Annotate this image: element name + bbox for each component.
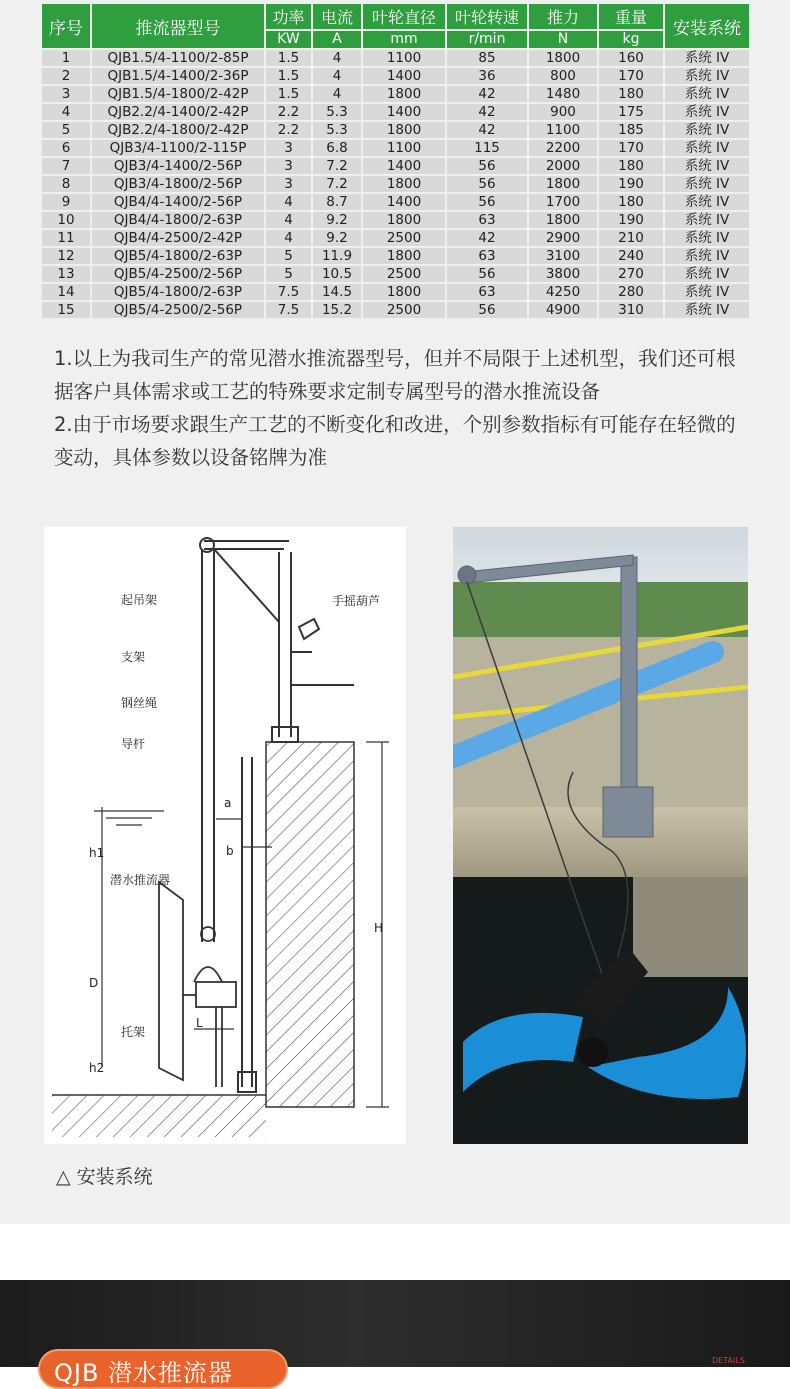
- table-cell: 42: [447, 230, 527, 246]
- table-cell: 9.2: [313, 212, 361, 228]
- table-cell: 系统 IV: [665, 248, 749, 264]
- table-cell: 85: [447, 50, 527, 66]
- table-row: [42, 140, 749, 156]
- table-cell: 270: [599, 266, 663, 282]
- label-guide: 导杆: [121, 737, 146, 751]
- table-cell: 1.5: [266, 50, 311, 66]
- table-cell: 9: [42, 194, 90, 210]
- table-row: [42, 68, 749, 84]
- unit-diameter: mm: [363, 31, 445, 48]
- table-cell: 5.3: [313, 122, 361, 138]
- table-cell: 5: [42, 122, 90, 138]
- header-install-system: 安装系统: [665, 4, 749, 48]
- table-cell: 1.5: [266, 86, 311, 102]
- table-cell: 1400: [363, 68, 445, 84]
- table-cell: 系统 IV: [665, 230, 749, 246]
- table-cell: 63: [447, 212, 527, 228]
- table-cell: 310: [599, 302, 663, 318]
- table-cell: 900: [529, 104, 597, 120]
- table-row: [42, 266, 749, 282]
- mixer-unit: [159, 882, 236, 1087]
- table-cell: QJB2.2/4-1800/2-42P: [92, 122, 264, 138]
- table-cell: 11: [42, 230, 90, 246]
- table-cell: 1400: [363, 104, 445, 120]
- label-dim-h2: h2: [89, 1061, 105, 1075]
- table-cell: 240: [599, 248, 663, 264]
- unit-weight: kg: [599, 31, 663, 48]
- table-cell: 1100: [529, 122, 597, 138]
- table-cell: QJB1.5/4-1400/2-36P: [92, 68, 264, 84]
- table-cell: 42: [447, 122, 527, 138]
- table-cell: 42: [447, 104, 527, 120]
- table-cell: 5: [266, 248, 311, 264]
- table-cell: 2: [42, 68, 90, 84]
- table-cell: 10: [42, 212, 90, 228]
- table-cell: 3: [42, 86, 90, 102]
- label-bracket: 支架: [121, 650, 146, 664]
- table-row: [42, 302, 749, 318]
- table-row: [42, 194, 749, 210]
- table-cell: 系统 IV: [665, 158, 749, 174]
- table-cell: 15.2: [313, 302, 361, 318]
- table-cell: 12: [42, 248, 90, 264]
- table-cell: 系统 IV: [665, 212, 749, 228]
- table-cell: 6: [42, 140, 90, 156]
- table-cell: 3100: [529, 248, 597, 264]
- label-crane: 起吊架: [121, 593, 158, 607]
- table-cell: 1.5: [266, 68, 311, 84]
- table-cell: 系统 IV: [665, 68, 749, 84]
- product-title-pill: [38, 1349, 288, 1389]
- header-current: 电流: [313, 4, 361, 29]
- table-row: [42, 50, 749, 66]
- table-cell: 1: [42, 50, 90, 66]
- label-hoist: 手摇葫芦: [332, 594, 381, 608]
- table-cell: 36: [447, 68, 527, 84]
- table-cell: 9.2: [313, 230, 361, 246]
- table-cell: 160: [599, 50, 663, 66]
- table-row: [42, 176, 749, 192]
- installation-diagram: [44, 527, 406, 1144]
- table-cell: QJB5/4-2500/2-56P: [92, 302, 264, 318]
- table-cell: 13: [42, 266, 90, 282]
- table-cell: 1800: [363, 248, 445, 264]
- table-cell: 190: [599, 212, 663, 228]
- table-cell: QJB5/4-1800/2-63P: [92, 248, 264, 264]
- table-cell: QJB3/4-1800/2-56P: [92, 176, 264, 192]
- table-cell: 63: [447, 284, 527, 300]
- table-cell: QJB2.2/4-1400/2-42P: [92, 104, 264, 120]
- note-1: 1.以上为我司生产的常见潜水推流器型号，但并不局限于上述机型，我们还可根据客户具体需求或工艺的特殊要求定制专属型号的潜水推流设备: [54, 347, 736, 403]
- table-cell: 56: [447, 176, 527, 192]
- table-cell: 1800: [363, 122, 445, 138]
- table-cell: 7.5: [266, 302, 311, 318]
- table-cell: QJB5/4-2500/2-56P: [92, 266, 264, 282]
- table-cell: 1800: [363, 212, 445, 228]
- table-cell: 56: [447, 194, 527, 210]
- table-cell: 4: [266, 194, 311, 210]
- table-cell: 180: [599, 158, 663, 174]
- table-cell: 175: [599, 104, 663, 120]
- table-cell: 210: [599, 230, 663, 246]
- table-cell: 3: [266, 176, 311, 192]
- label-dim-a: a: [224, 796, 232, 810]
- header-weight: 重量: [599, 4, 663, 29]
- table-cell: 15: [42, 302, 90, 318]
- table-cell: 63: [447, 248, 527, 264]
- diagram-caption: △ 安装系统: [56, 1166, 153, 1188]
- table-cell: QJB3/4-1100/2-115P: [92, 140, 264, 156]
- table-cell: 7.2: [313, 158, 361, 174]
- table-cell: 1800: [363, 86, 445, 102]
- unit-thrust: N: [529, 31, 597, 48]
- table-cell: 系统 IV: [665, 122, 749, 138]
- table-cell: 2.2: [266, 104, 311, 120]
- label-rope: 钢丝绳: [121, 696, 158, 710]
- table-cell: QJB5/4-1800/2-63P: [92, 284, 264, 300]
- table-cell: 8.7: [313, 194, 361, 210]
- table-cell: 系统 IV: [665, 50, 749, 66]
- table-row: [42, 230, 749, 246]
- table-cell: 2500: [363, 302, 445, 318]
- table-row: [42, 86, 749, 102]
- table-cell: 6.8: [313, 140, 361, 156]
- label-dim-d: D: [89, 976, 99, 990]
- table-cell: 2500: [363, 266, 445, 282]
- table-cell: 系统 IV: [665, 302, 749, 318]
- table-cell: 系统 IV: [665, 266, 749, 282]
- header-power: 功率: [266, 4, 311, 29]
- table-cell: 4: [313, 68, 361, 84]
- table-cell: 14.5: [313, 284, 361, 300]
- table-cell: 7.5: [266, 284, 311, 300]
- table-cell: 180: [599, 194, 663, 210]
- label-dim-h: H: [374, 921, 384, 935]
- note-2: 2.由于市场要求跟生产工艺的不断变化和改进，个别参数指标有可能存在轻微的变动，具体参数以设备铭牌为准: [54, 413, 736, 469]
- table-cell: 115: [447, 140, 527, 156]
- table-cell: 56: [447, 158, 527, 174]
- table-cell: 4: [42, 104, 90, 120]
- table-cell: 170: [599, 68, 663, 84]
- table-cell: 4900: [529, 302, 597, 318]
- table-cell: 1400: [363, 194, 445, 210]
- table-cell: 4: [266, 230, 311, 246]
- header-model: 推流器型号: [92, 4, 264, 48]
- table-cell: 1700: [529, 194, 597, 210]
- table-cell: 系统 IV: [665, 176, 749, 192]
- product-title-text: QJB 潜水推流器: [54, 1359, 234, 1387]
- table-cell: 10.5: [313, 266, 361, 282]
- details-tag: DETAILS: [712, 1356, 745, 1365]
- table-cell: 4250: [529, 284, 597, 300]
- table-row: [42, 158, 749, 174]
- table-cell: 2.2: [266, 122, 311, 138]
- table-cell: 1800: [363, 176, 445, 192]
- table-cell: 7.2: [313, 176, 361, 192]
- spec-table: [40, 2, 751, 320]
- unit-current: A: [313, 31, 361, 48]
- header-thrust: 推力: [529, 4, 597, 29]
- label-dim-h1: h1: [89, 846, 105, 860]
- table-cell: 11.9: [313, 248, 361, 264]
- table-cell: 1800: [529, 212, 597, 228]
- concrete-wall: [244, 742, 374, 1117]
- table-cell: 56: [447, 266, 527, 282]
- table-cell: 800: [529, 68, 597, 84]
- table-cell: 1480: [529, 86, 597, 102]
- label-dim-b: b: [226, 844, 234, 858]
- table-cell: 5.3: [313, 104, 361, 120]
- table-cell: 4: [313, 86, 361, 102]
- label-support: 托架: [121, 1025, 146, 1039]
- table-cell: QJB4/4-1800/2-63P: [92, 212, 264, 228]
- label-dim-l: L: [196, 1016, 203, 1030]
- table-cell: 3: [266, 158, 311, 174]
- table-row: [42, 122, 749, 138]
- table-cell: 系统 IV: [665, 140, 749, 156]
- table-cell: 2200: [529, 140, 597, 156]
- table-row: [42, 212, 749, 228]
- table-cell: 180: [599, 86, 663, 102]
- notes: [54, 342, 744, 474]
- unit-speed: r/min: [447, 31, 527, 48]
- table-cell: 42: [447, 86, 527, 102]
- table-cell: 3800: [529, 266, 597, 282]
- header-index: 序号: [42, 4, 90, 48]
- header-impeller-speed: 叶轮转速: [447, 4, 527, 29]
- table-cell: 1800: [363, 284, 445, 300]
- table-cell: 1100: [363, 50, 445, 66]
- table-cell: 5: [266, 266, 311, 282]
- table-cell: 190: [599, 176, 663, 192]
- header-impeller-diameter: 叶轮直径: [363, 4, 445, 29]
- table-cell: QJB1.5/4-1800/2-42P: [92, 86, 264, 102]
- table-cell: QJB4/4-1400/2-56P: [92, 194, 264, 210]
- spec-table-body: [42, 50, 749, 318]
- unit-power: KW: [266, 31, 311, 48]
- table-cell: 4: [313, 50, 361, 66]
- table-cell: 1800: [529, 50, 597, 66]
- table-cell: 1400: [363, 158, 445, 174]
- table-cell: 8: [42, 176, 90, 192]
- table-cell: 2500: [363, 230, 445, 246]
- table-row: [42, 248, 749, 264]
- table-cell: 系统 IV: [665, 194, 749, 210]
- table-cell: 280: [599, 284, 663, 300]
- table-cell: 3: [266, 140, 311, 156]
- table-cell: 2000: [529, 158, 597, 174]
- label-mixer: 潜水推流器: [110, 873, 171, 887]
- table-cell: 1100: [363, 140, 445, 156]
- table-cell: 14: [42, 284, 90, 300]
- table-cell: 7: [42, 158, 90, 174]
- table-cell: 56: [447, 302, 527, 318]
- table-cell: 系统 IV: [665, 284, 749, 300]
- installation-photo: [453, 527, 748, 1144]
- table-row: [42, 104, 749, 120]
- table-row: [42, 284, 749, 300]
- table-cell: 2900: [529, 230, 597, 246]
- table-cell: 1800: [529, 176, 597, 192]
- guide-rod: [238, 757, 256, 1092]
- table-cell: QJB4/4-2500/2-42P: [92, 230, 264, 246]
- table-cell: 170: [599, 140, 663, 156]
- table-cell: QJB3/4-1400/2-56P: [92, 158, 264, 174]
- table-cell: 4: [266, 212, 311, 228]
- table-cell: 系统 IV: [665, 104, 749, 120]
- table-cell: 系统 IV: [665, 86, 749, 102]
- tank-floor: [52, 1095, 266, 1137]
- table-cell: QJB1.5/4-1100/2-85P: [92, 50, 264, 66]
- table-cell: 185: [599, 122, 663, 138]
- water-surface-icon: [94, 811, 164, 825]
